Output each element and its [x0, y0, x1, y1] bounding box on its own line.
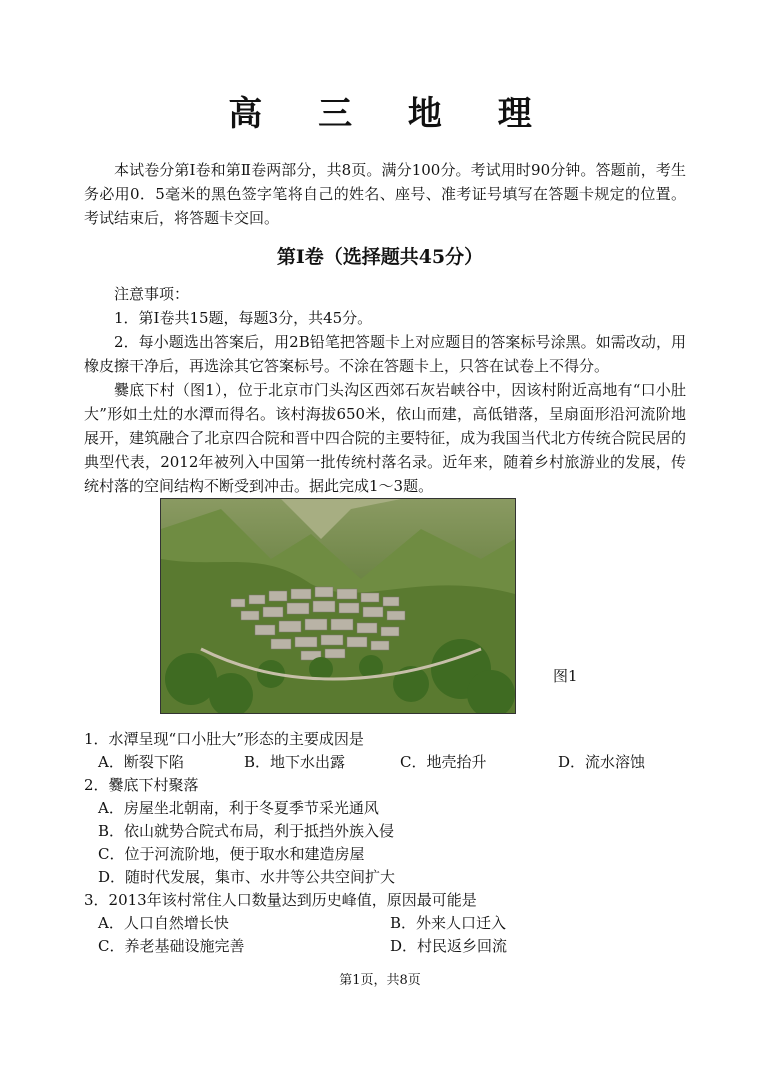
page-footer: 第1页，共8页 — [339, 973, 421, 988]
intro-text: 本试卷分第Ⅰ卷和第Ⅱ卷两部分，共8页。满分100分。考试用时90分钟。答题前，考生务必用0．5毫米的黑色签字笔将自己的姓名、座号、准考证号填写在答题卡规定的位置。考试结束后，将答题卡交回。 — [84, 161, 686, 227]
option-d: D．村民返乡回流 — [390, 937, 508, 955]
question-3-options-row-1 — [84, 912, 694, 935]
option-c: C．养老基础设施完善 — [98, 937, 245, 955]
village-photo — [160, 498, 516, 714]
section-title: 第Ⅰ卷（选择题共45分） — [276, 246, 484, 268]
notes-block — [84, 282, 686, 498]
passage-text: 爨底下村（图1），位于北京市门头沟区西郊石灰岩峡谷中，因该村附近高地有“口小肚大”形如土灶的水潭而得名。该村海拔650米，依山而建，高低错落，呈扇面形沿河流阶地展开，建筑融合了北京四合院和晋中四合院的主要特征，成为我国当代北方传统合院民居的典型代表，2012年被列入中国第一批传统村落名录。近年来，随着乡村旅游业的发展，传统村落的空间结构不断受到冲击。据此完成1～3题。 — [84, 381, 686, 495]
option-b: B．地下水出露 — [244, 753, 346, 771]
village-photo-image — [161, 499, 515, 713]
page-title: 高 三 地 理 — [228, 94, 554, 134]
question-2-stem: 2．爨底下村聚落 — [84, 776, 199, 794]
notes-heading: 注意事项： — [114, 285, 190, 303]
option-a: A．房屋坐北朝南，利于冬夏季节采光通风 — [98, 799, 379, 817]
questions-block — [84, 728, 694, 958]
figure-label: 图1 — [553, 667, 578, 685]
option-b: B．依山就势合院式布局，利于抵挡外族入侵 — [98, 822, 395, 840]
option-b: B．外来人口迁入 — [390, 914, 507, 932]
option-d: D．随时代发展，集市、水井等公共空间扩大 — [98, 868, 396, 886]
option-c: C．位于河流阶地，便于取水和建造房屋 — [98, 845, 365, 863]
note-item-1: 1．第Ⅰ卷共15题，每题3分，共45分。 — [114, 309, 373, 327]
option-d: D．流水溶蚀 — [558, 753, 646, 771]
option-a: A．人口自然增长快 — [98, 914, 229, 932]
option-a: A．断裂下陷 — [98, 753, 184, 771]
question-3-options-row-2 — [84, 935, 694, 958]
intro-paragraph — [84, 158, 686, 230]
question-1-options — [84, 751, 694, 774]
note-item-2: 2．每小题选出答案后，用2B铅笔把答题卡上对应题目的答案标号涂黑。如需改动，用橡皮擦干净后，再选涂其它答案标号。不涂在答题卡上，只答在试卷上不得分。 — [84, 333, 686, 375]
option-c: C．地壳抬升 — [400, 753, 487, 771]
question-1-stem: 1．水潭呈现“口小肚大”形态的主要成因是 — [84, 730, 364, 748]
question-3-stem: 3．2013年该村常住人口数量达到历史峰值，原因最可能是 — [84, 891, 477, 909]
